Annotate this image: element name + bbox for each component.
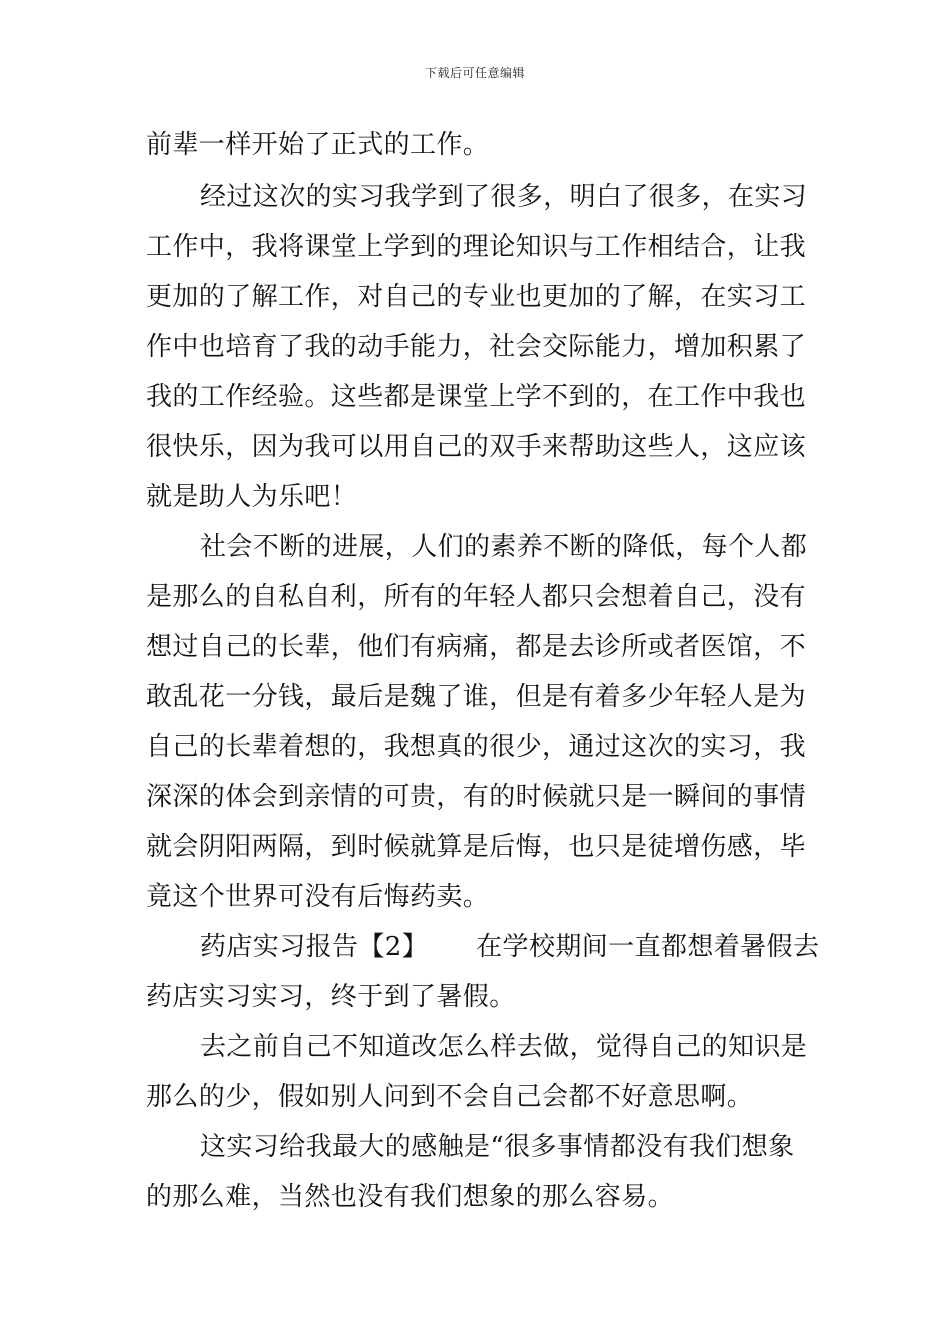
text-line: 敢乱花一分钱，最后是魏了谁，但是有着多少年轻人是为 xyxy=(146,682,807,712)
text-line: 是那么的自私自利，所有的年轻人都只会想着自己，没有 xyxy=(146,582,807,612)
text-line: 自己的长辈着想的，我想真的很少，通过这次的实习，我 xyxy=(146,732,807,762)
text-line: 竟这个世界可没有后悔药卖。 xyxy=(146,882,490,912)
text-line: 药店实习实习，终于到了暑假。 xyxy=(146,982,516,1012)
text-line: 就会阴阳两隔，到时候就算是后悔，也只是徒增伤感，毕 xyxy=(146,832,807,862)
text-line: 经过这次的实习我学到了很多，明白了很多，在实习 xyxy=(200,182,808,212)
text-line: 去之前自己不知道改怎么样去做，觉得自己的知识是 xyxy=(200,1032,808,1062)
text-line: 作中也培育了我的动手能力，社会交际能力，增加积累了 xyxy=(146,332,807,362)
text-span: 在学校期间一直都想着暑假去 xyxy=(476,932,820,962)
text-line: 社会不断的进展，人们的素养不断的降低，每个人都 xyxy=(200,532,808,562)
text-line: 我的工作经验。这些都是课堂上学不到的，在工作中我也 xyxy=(146,382,807,412)
text-line: 这实习给我最大的感触是“很多事情都没有我们想象 xyxy=(200,1132,795,1162)
text-line: 想过自己的长辈，他们有病痛，都是去诊所或者医馆，不 xyxy=(146,632,807,662)
section-heading: 药店实习报告【2】 xyxy=(200,932,429,962)
text-line: 那么的少，假如别人问到不会自己会都不好意思啊。 xyxy=(146,1082,754,1112)
text-line: 的那么难，当然也没有我们想象的那么容易。 xyxy=(146,1182,675,1212)
text-line: 前辈一样开始了正式的工作。 xyxy=(146,130,490,160)
text-line: 就是助人为乐吧！ xyxy=(146,482,358,512)
text-line: 更加的了解工作，对自己的专业也更加的了解，在实习工 xyxy=(146,282,807,312)
text-line: 很快乐，因为我可以用自己的双手来帮助这些人，这应该 xyxy=(146,432,807,462)
section-heading-line xyxy=(200,930,870,964)
page-header: 下载后可任意编辑 xyxy=(424,66,525,80)
text-line: 工作中，我将课堂上学到的理论知识与工作相结合，让我 xyxy=(146,232,807,262)
text-line: 深深的体会到亲情的可贵，有的时候就只是一瞬间的事情 xyxy=(146,782,807,812)
